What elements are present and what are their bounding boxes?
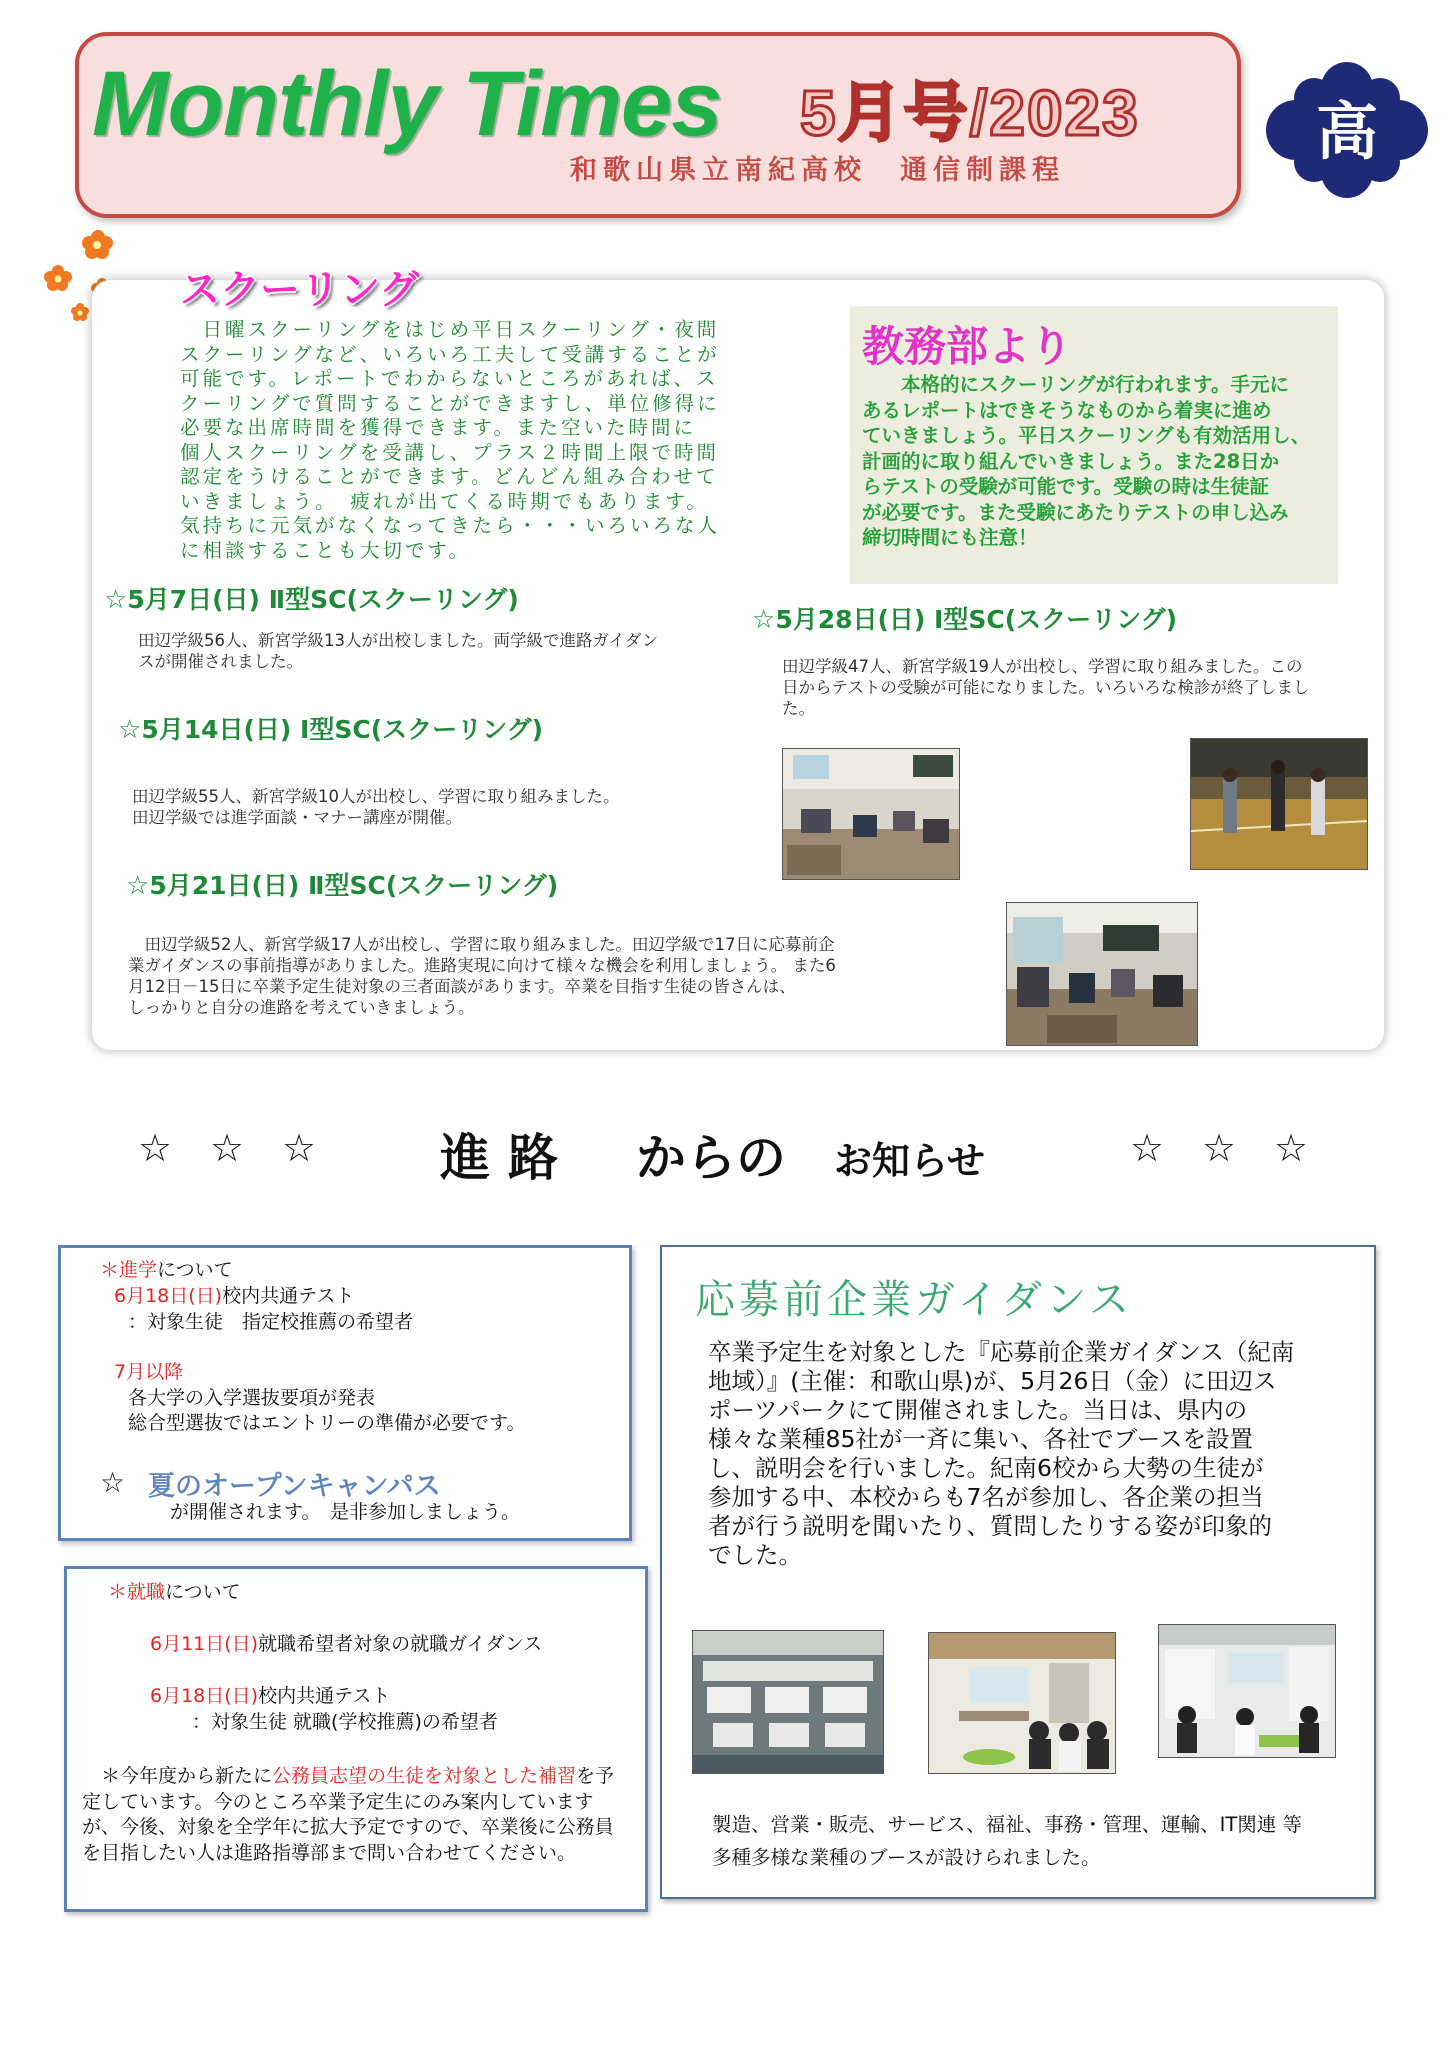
shingaku-item-test-sub: ：対象生徒 指定校推薦の希望者 <box>128 1311 414 1333</box>
fair-hall-photo <box>692 1630 884 1774</box>
guidance-foot-line: 製造、営業・販売、サービス、福祉、事務・管理、運輸、IT関連 等 <box>712 1813 1302 1836</box>
star-icon: ☆ <box>138 1126 173 1170</box>
kyomu-line: 締切時間にも注意！ <box>862 526 1038 549</box>
career-title-notice: お知らせ <box>834 1139 985 1183</box>
item-text: 校内共通テスト <box>258 1685 391 1707</box>
further-education-label <box>100 1258 233 1282</box>
shingaku-july-line1: 各大学の入学選抜要項が発表 <box>128 1387 376 1409</box>
issue-label: 5月号/2023 <box>800 77 1140 149</box>
kyomu-line: あるレポートはできそうなものから着実に進め <box>862 398 1272 422</box>
newsletter-title: Monthly Times <box>92 53 722 155</box>
guidance-line: 卒業予定生を対象とした『応募前企業ガイダンス（紀南 <box>708 1338 1295 1366</box>
civil-service-note <box>82 1764 630 1866</box>
note-part: ＊今年度から新たに <box>82 1765 273 1787</box>
session-line: 田辺学級52人、新宮学級17人が出校し、学習に取り組みました。田辺学級で17日に応募前企 <box>128 935 835 954</box>
booth-photo-2 <box>1158 1624 1336 1758</box>
star-icon: ☆ <box>104 585 128 615</box>
label-mark: ＊進学 <box>100 1259 158 1281</box>
classroom-photo-2 <box>1006 902 1198 1046</box>
company-guidance-body <box>708 1338 1348 1570</box>
guidance-line: し、説明会を行いました。紀南6校から大勢の生徒が <box>708 1454 1264 1482</box>
session-line: 田辺学級55人、新宮学級10人が出校し、学習に取り組みました。 <box>132 787 620 806</box>
intro-line: スクーリングなど、いろいろ工夫して受講することが <box>180 342 720 366</box>
career-banner <box>130 1122 1330 1187</box>
session-heading-may21 <box>126 866 558 902</box>
intro-line: 必要な出席時間を獲得できます。また空いた時間に <box>180 416 696 439</box>
note-highlight: 公務員志望の生徒を対象とした補習 <box>272 1765 577 1787</box>
kyomu-line: らテストの受験が可能です。受験の時は生徒証 <box>862 475 1270 498</box>
schooling-heading: スクーリング <box>180 267 420 313</box>
intro-line: クーリングで質問することができますし、単位修得に <box>180 391 720 415</box>
session-line: スが開催されました。 <box>138 652 303 671</box>
kyomu-line: が必要です。また受験にあたりテストの申し込み <box>862 500 1289 524</box>
session-line: 業ガイダンスの事前指導がありました。進路実現に向けて様々な機会を利用しましょう。 また6 <box>128 956 836 975</box>
label-rest: について <box>157 1259 233 1281</box>
session-line: 田辺学級47人、新宮学級19人が出校し、学習に取り組みました。この <box>782 657 1303 676</box>
shushoku-item-test-sub: ：対象生徒 就職(学校推薦)の希望者 <box>192 1711 498 1733</box>
session-title: 5月21日(日) Ⅱ型SC(スクーリング) <box>149 871 559 900</box>
shushoku-item-test <box>150 1684 390 1708</box>
guidance-line: 参加する中、本校からも7名が参加し、各企業の担当 <box>708 1483 1264 1511</box>
session-line: 月12日－15日に卒業予定生徒対象の三者面談があります。卒業を目指す生徒の皆さんは、 <box>128 977 796 996</box>
intro-line: 個人スクーリングを受講し、プラス２時間上限で時間 <box>180 440 720 464</box>
item-text: 就職希望者対象の就職ガイダンス <box>258 1633 543 1655</box>
star-icon: ☆ <box>100 1466 126 1499</box>
schooling-intro <box>180 318 800 563</box>
item-date: 6月18日(日) <box>150 1685 259 1707</box>
session-title: 5月28日(日) Ⅰ型SC(スクーリング) <box>775 605 1178 634</box>
guidance-foot-line: 多種多様な業種のブースが設けられました。 <box>712 1846 1101 1869</box>
star-icon: ☆ <box>210 1126 245 1170</box>
session-heading-may28 <box>752 600 1177 636</box>
guidance-line: でした。 <box>708 1541 802 1569</box>
gym-photo <box>1190 738 1368 870</box>
star-icon: ☆ <box>1274 1126 1309 1170</box>
session-title: 5月14日(日) Ⅰ型SC(スクーリング) <box>141 715 544 744</box>
shingaku-item-test <box>114 1284 354 1308</box>
academic-affairs-body <box>862 372 1332 551</box>
session-body-may28 <box>782 656 1402 719</box>
session-line: 田辺学級では進学面談・マナー講座が開催。 <box>132 808 462 827</box>
session-line: しっかりと自分の進路を考えていきましょう。 <box>128 998 475 1017</box>
session-body-may21 <box>128 934 968 1018</box>
item-text: 校内共通テスト <box>222 1285 355 1307</box>
guidance-line: 者が行う説明を聞いたり、質問したりする姿が印象的 <box>708 1512 1272 1540</box>
session-body-may7 <box>138 630 758 672</box>
star-icon: ☆ <box>118 715 142 745</box>
company-guidance-title: 応募前企業ガイダンス <box>695 1277 1133 1323</box>
intro-line: いきましょう。 疲れが出てくる時期でもあります。 <box>180 489 709 513</box>
academic-affairs-heading: 教務部より <box>862 322 1073 371</box>
guidance-line: 地域）』(主催：和歌山県)が、5月26日（金）に田辺ス <box>708 1367 1277 1395</box>
intro-line: 気持ちに元気がなくなってきたら・・・いろいろな人 <box>180 514 721 537</box>
open-campus-note: が開催されます。 是非参加しましょう。 <box>170 1501 520 1523</box>
intro-line: に相談することも大切です。 <box>180 538 471 562</box>
kyomu-line: ていきましょう。平日スクーリングも有効活用し、 <box>862 424 1311 447</box>
label-mark: ＊就職 <box>108 1581 166 1603</box>
star-icon: ☆ <box>1130 1126 1165 1170</box>
session-title: 5月7日(日) Ⅱ型SC(スクーリング) <box>127 585 519 614</box>
booth-photo <box>928 1632 1116 1774</box>
shingaku-july-line2: 総合型選抜ではエントリーの準備が必要です。 <box>128 1412 526 1434</box>
career-title-main: 進路 <box>440 1129 576 1187</box>
open-campus-title: 夏のオープンキャンパス <box>148 1471 441 1502</box>
session-body-may14 <box>132 786 752 828</box>
shushoku-item-guidance <box>150 1632 542 1656</box>
kyomu-line: 計画的に取り組んでいきましょう。また28日か <box>862 449 1280 473</box>
star-icon: ☆ <box>282 1126 317 1170</box>
star-icon: ☆ <box>752 605 776 635</box>
star-icon: ☆ <box>1202 1126 1237 1170</box>
school-name: 和歌山県立南紀高校 通信制課程 <box>570 155 1065 186</box>
item-date: 6月11日(日) <box>150 1633 259 1655</box>
intro-line: 可能です。レポートでわからないところがあれば、ス <box>180 367 719 390</box>
guidance-line: 様々な業種85社が一斉に集い、各社でブースを設置 <box>708 1425 1254 1453</box>
intro-line: 日曜スクーリングをはじめ平日スクーリング・夜間 <box>180 318 720 341</box>
employment-label <box>108 1580 241 1604</box>
kyomu-line: 本格的にスクーリングが行われます。手元に <box>862 373 1290 396</box>
session-heading-may14 <box>118 710 543 746</box>
star-icon: ☆ <box>126 871 150 901</box>
session-heading-may7 <box>104 580 519 616</box>
note-part: を予定しています。今のところ卒業予定生にのみ案内していますが、今後、対象を全学年に拡大予定ですので、卒業後に公務員を目指したい人は進路指導部まで問い合わせてください。 <box>82 1765 615 1864</box>
career-title-kara: からの <box>636 1129 786 1187</box>
emblem-character: 高 <box>1315 95 1379 168</box>
session-line: 日からテストの受験が可能になりました。いろいろな検診が終了しまし <box>782 678 1310 697</box>
company-guidance-footer <box>712 1808 1352 1874</box>
shingaku-july-label: 7月以降 <box>114 1361 184 1383</box>
guidance-line: ポーツパークにて開催されました。当日は、県内の <box>708 1396 1248 1424</box>
intro-line: 認定をうけることができます。どんどん組み合わせて <box>180 465 719 488</box>
classroom-photo <box>782 748 960 880</box>
session-line: 田辺学級56人、新宮学級13人が出校しました。両学級で進路ガイダン <box>138 631 659 650</box>
label-rest: について <box>165 1581 241 1603</box>
item-date: 6月18日(日) <box>114 1285 223 1307</box>
school-emblem-icon <box>1262 60 1432 200</box>
session-line: た。 <box>782 699 815 718</box>
